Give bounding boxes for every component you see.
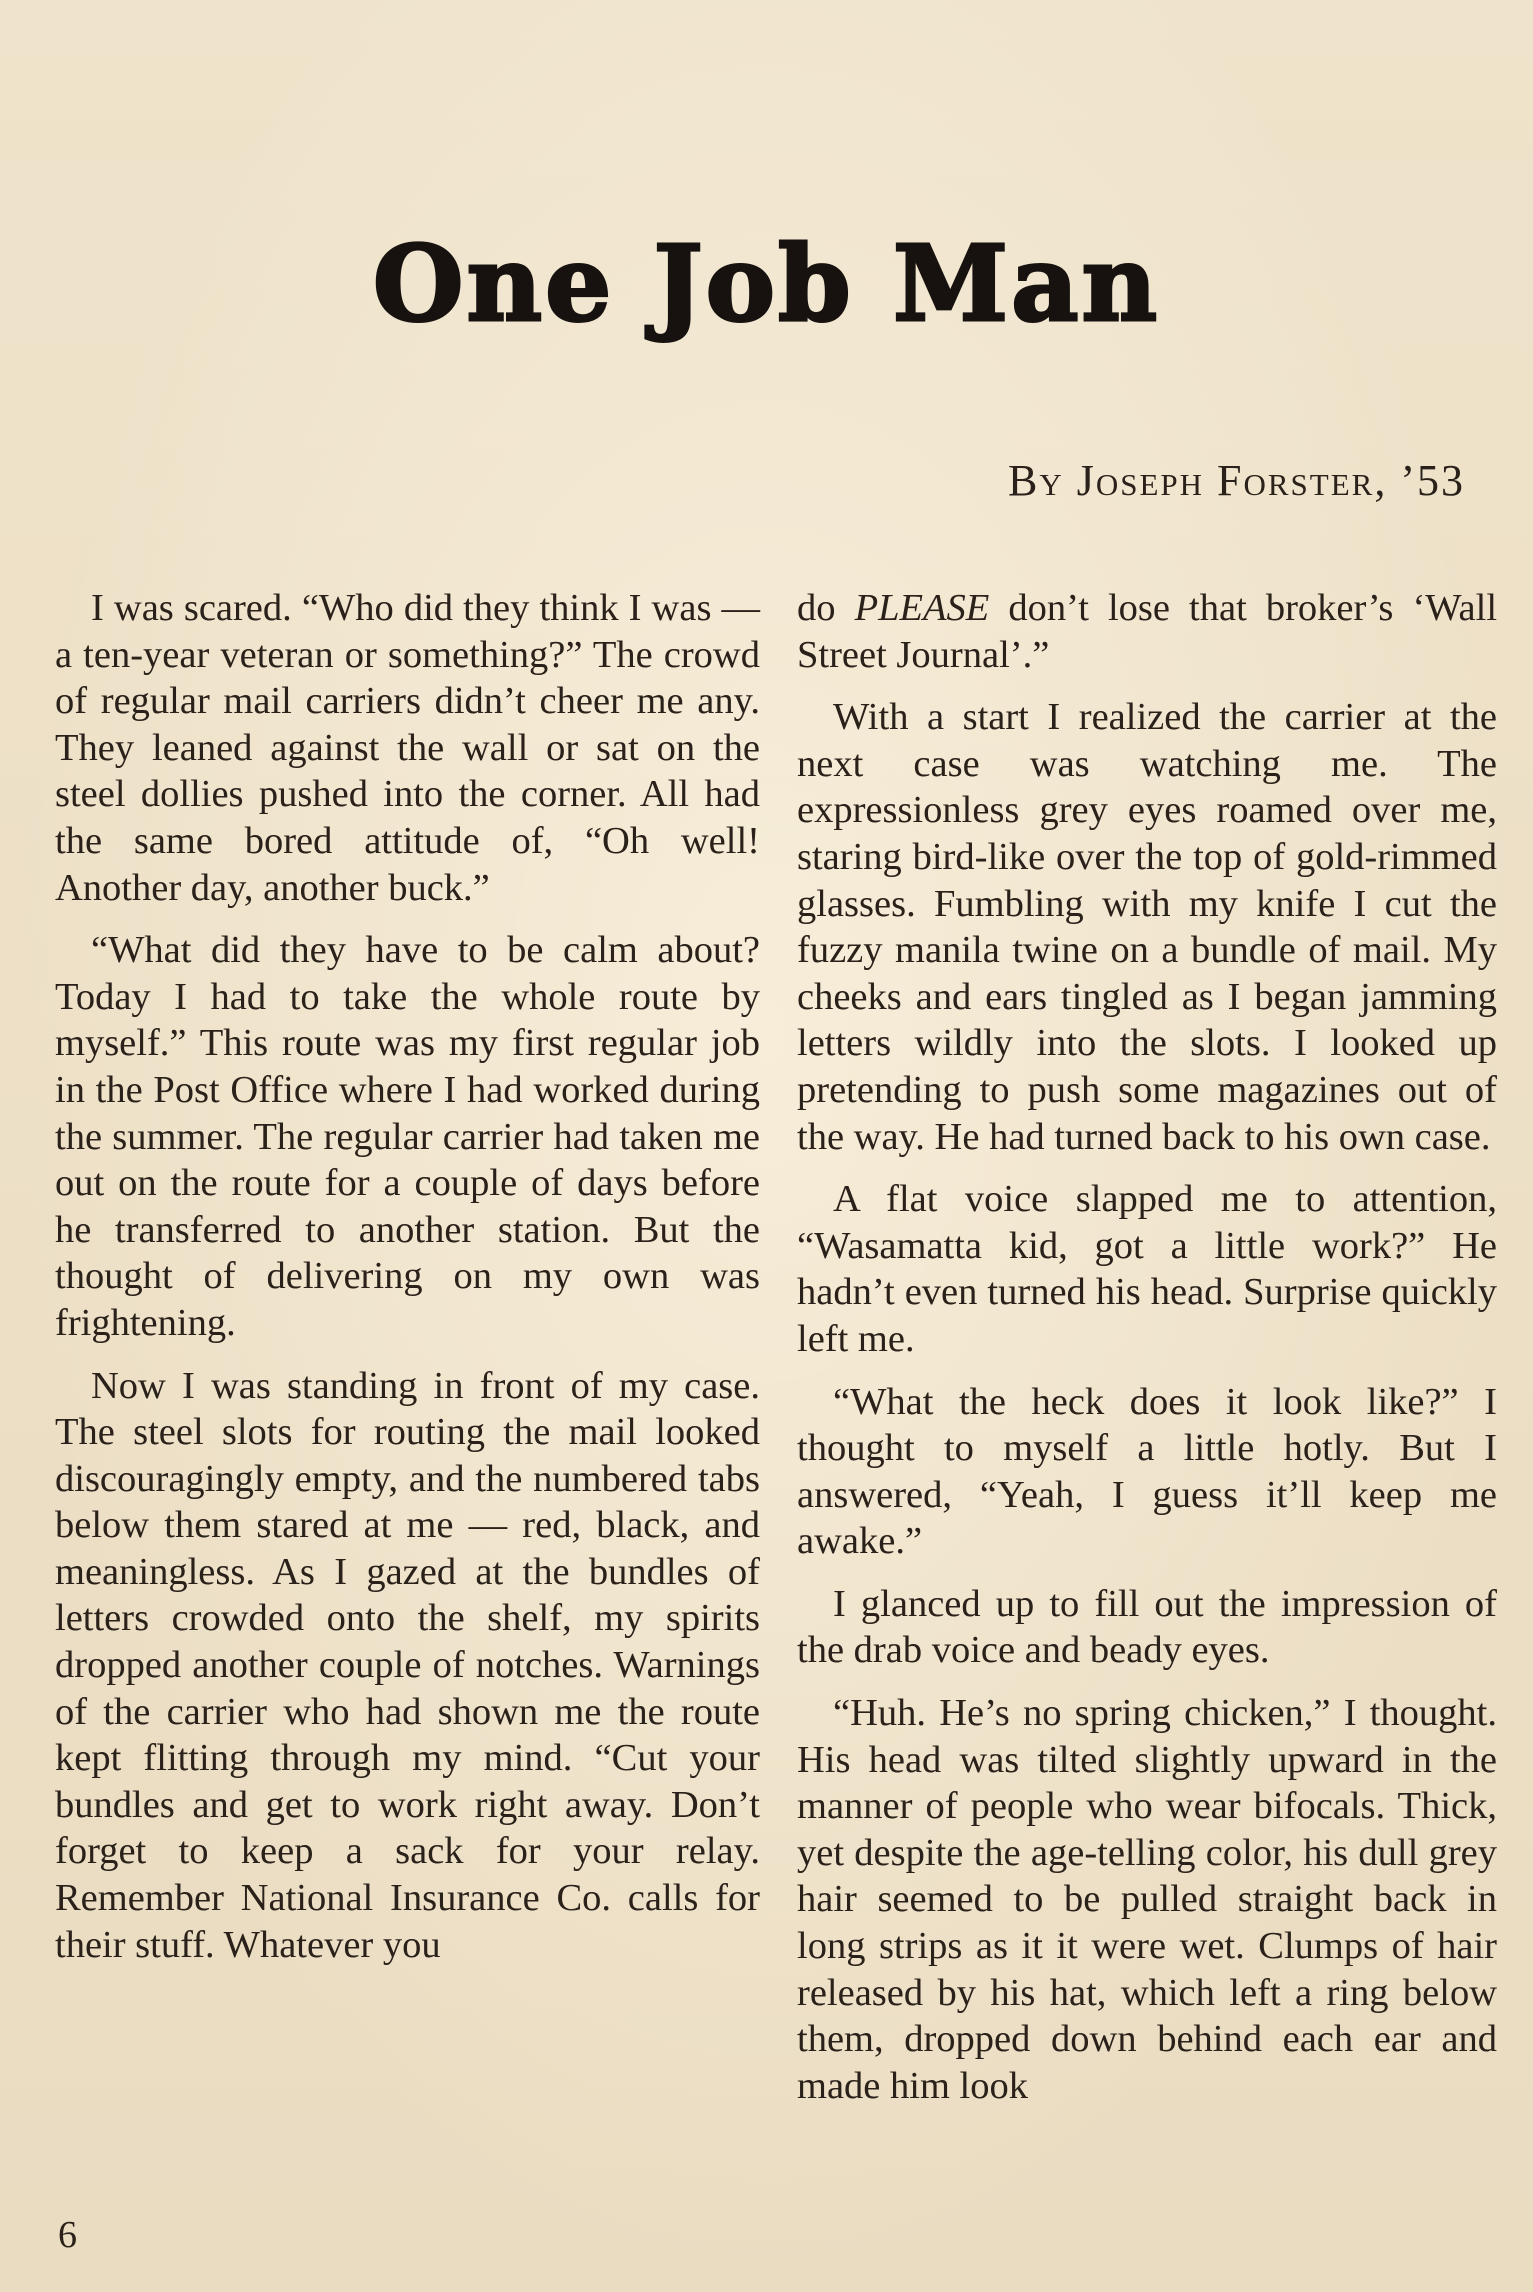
text-run: do [797,587,855,629]
paragraph: I was scared. “Who did they think I was — a ten-year veteran or something?” The crowd of regular mail carriers didn’t cheer me any. They leaned against the wall or sat on the steel dollies pushed into the corner. All had the same bored attitude of, “Oh well! Another day, another buck.” [55,587,760,909]
paragraph: A flat voice slapped me to attention, “Wasamatta kid, got a little work?” He hadn’t even turned his head. Surprise quickly left me. [797,1178,1497,1360]
right-column [797,585,1497,2125]
paragraph: “What the heck does it look like?” I thought to myself a little hotly. But I answered, “Yeah, I guess it’ll keep me awake.” [797,1380,1497,1563]
emphasis-text: PLEASE [854,587,990,629]
article-byline: By Joseph Forster, ’53 [1007,456,1465,505]
text-run: don’t lose that broker’s ‘Wall Street Journal’.” [797,587,1498,676]
paragraph: With a start I realized the carrier at the next case was watching me. The expressionless grey eyes roamed over me, staring bird-like over the top of gold-rimmed glasses. Fumbling with my knife I cut the fuzzy manila twine on a bundle of mail. My cheeks and ears tingled as I began jamming letters wildly into the slots. I looked up pretending to push some magazines out of the way. He had turned back to his own case. [797,696,1497,1158]
page-number: 6 [58,2214,77,2256]
paragraph: “What did they have to be calm about? Today I had to take the whole route by myself.” This route was my first regular job in the Post Office where I had worked during the summer. The regular carrier had taken me out on the route for a couple of days before he transferred to another station. But the thought of delivering on my own was frightening. [55,929,760,1344]
paragraph: Now I was standing in front of my case. The steel slots for routing the mail looked discouragingly empty, and the numbered tabs below them stared at me — red, black, and meaningless. As I gazed at the bundles of letters crowded onto the shelf, my spirits dropped another couple of notches. Warnings of the carrier who had shown me the route kept flitting through my mind. “Cut your bundles and get to work right away. Don’t forget to keep a sack for your relay. Remember National Insurance Co. calls for their stuff. Whatever you [55,1364,760,1966]
paragraph-continued [797,585,1497,678]
paragraph: I glanced up to fill out the impression of the drab voice and beady eyes. [797,1582,1497,1672]
paragraph: “Huh. He’s no spring chicken,” I thought. His head was tilted slightly upward in the manner of people who wear bifocals. Thick, yet despite the age-telling color, his dull grey hair seemed to be pulled straight back in long strips as it it were wet. Clumps of hair released by his hat, which left a ring below them, dropped down behind each ear and made him look [797,1692,1497,2107]
article-title: One Job Man [372,222,1161,345]
left-column [55,585,760,1984]
